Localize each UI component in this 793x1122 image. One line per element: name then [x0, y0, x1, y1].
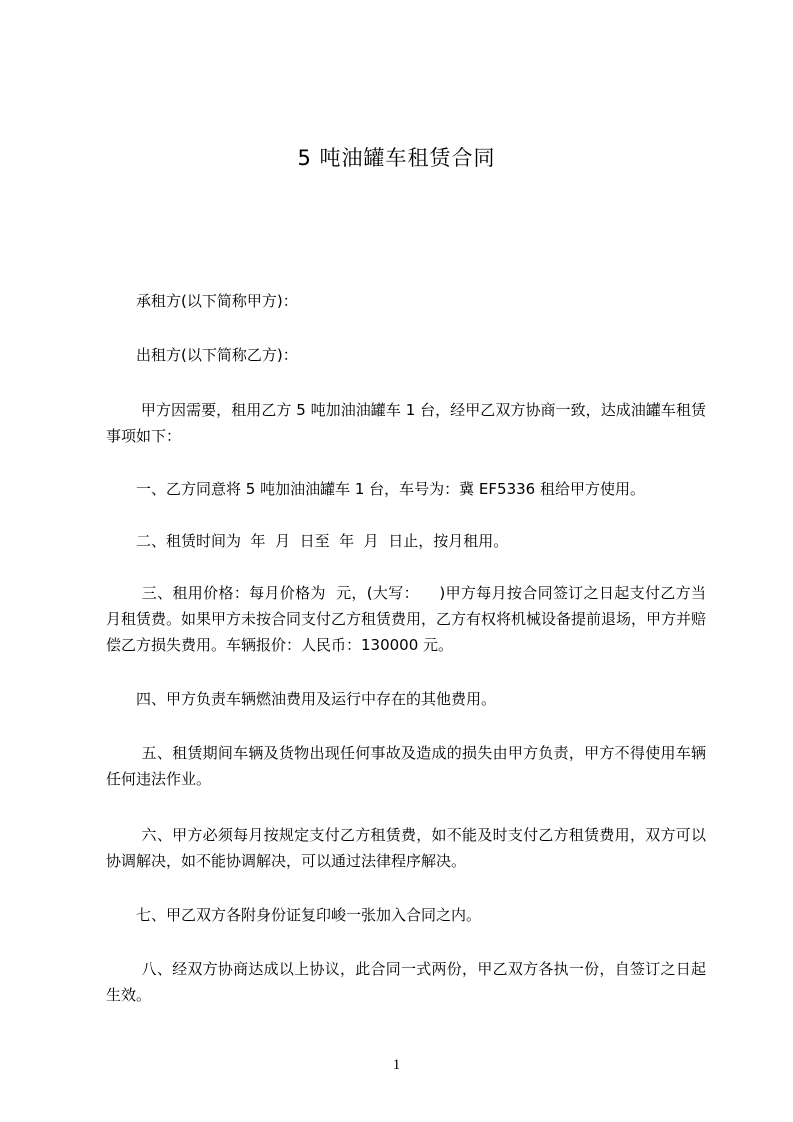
clause-2: 二、租赁时间为 年 月 日至 年 月 日止，按月租用。 [106, 532, 509, 550]
clause-5: 五、租赁期间车辆及货物出现任何事故及造成的损失由甲方负责，甲方不得使用车辆任何违法作业。 [106, 744, 706, 788]
paragraph-lessor: 出租方(以下简称乙方)： [106, 346, 298, 364]
paragraph-intro: 甲方因需要，租用乙方 5 吨加油油罐车 1 台，经甲乙双方协商一致，达成油罐车租赁事项如下： [106, 401, 706, 445]
clause-4: 四、甲方负责车辆燃油费用及运行中存在的其他费用。 [106, 690, 497, 708]
paragraph-lessee: 承租方(以下简称甲方)： [106, 292, 298, 310]
clause-7: 七、甲乙双方各附身份证复印峻一张加入合同之内。 [106, 906, 482, 924]
clause-6: 六、甲方必须每月按规定支付乙方租赁费，如不能及时支付乙方租赁费用，双方可以协调解决，如不能协调解决，可以通过法律程序解决。 [106, 826, 706, 870]
page-number: 1 [392, 1057, 401, 1073]
clause-3: 三、租用价格：每月价格为 元，(大写： )甲方每月按合同签订之日起支付乙方当月租赁费。如果甲方未按合同支付乙方租赁费用，乙方有权将机械设备提前退场，甲方并赔偿乙方损失费用。车辆报价：人民币：130000 元。 [106, 584, 707, 654]
clause-8: 八、经双方协商达成以上协议，此合同一式两份，甲乙双方各执一份，自签订之日起生效。 [106, 960, 706, 1004]
document-title: 5 吨油罐车租赁合同 [297, 146, 496, 170]
clause-1: 一、乙方同意将 5 吨加油油罐车 1 台，车号为：冀 EF5336 租给甲方使用。 [106, 480, 645, 498]
